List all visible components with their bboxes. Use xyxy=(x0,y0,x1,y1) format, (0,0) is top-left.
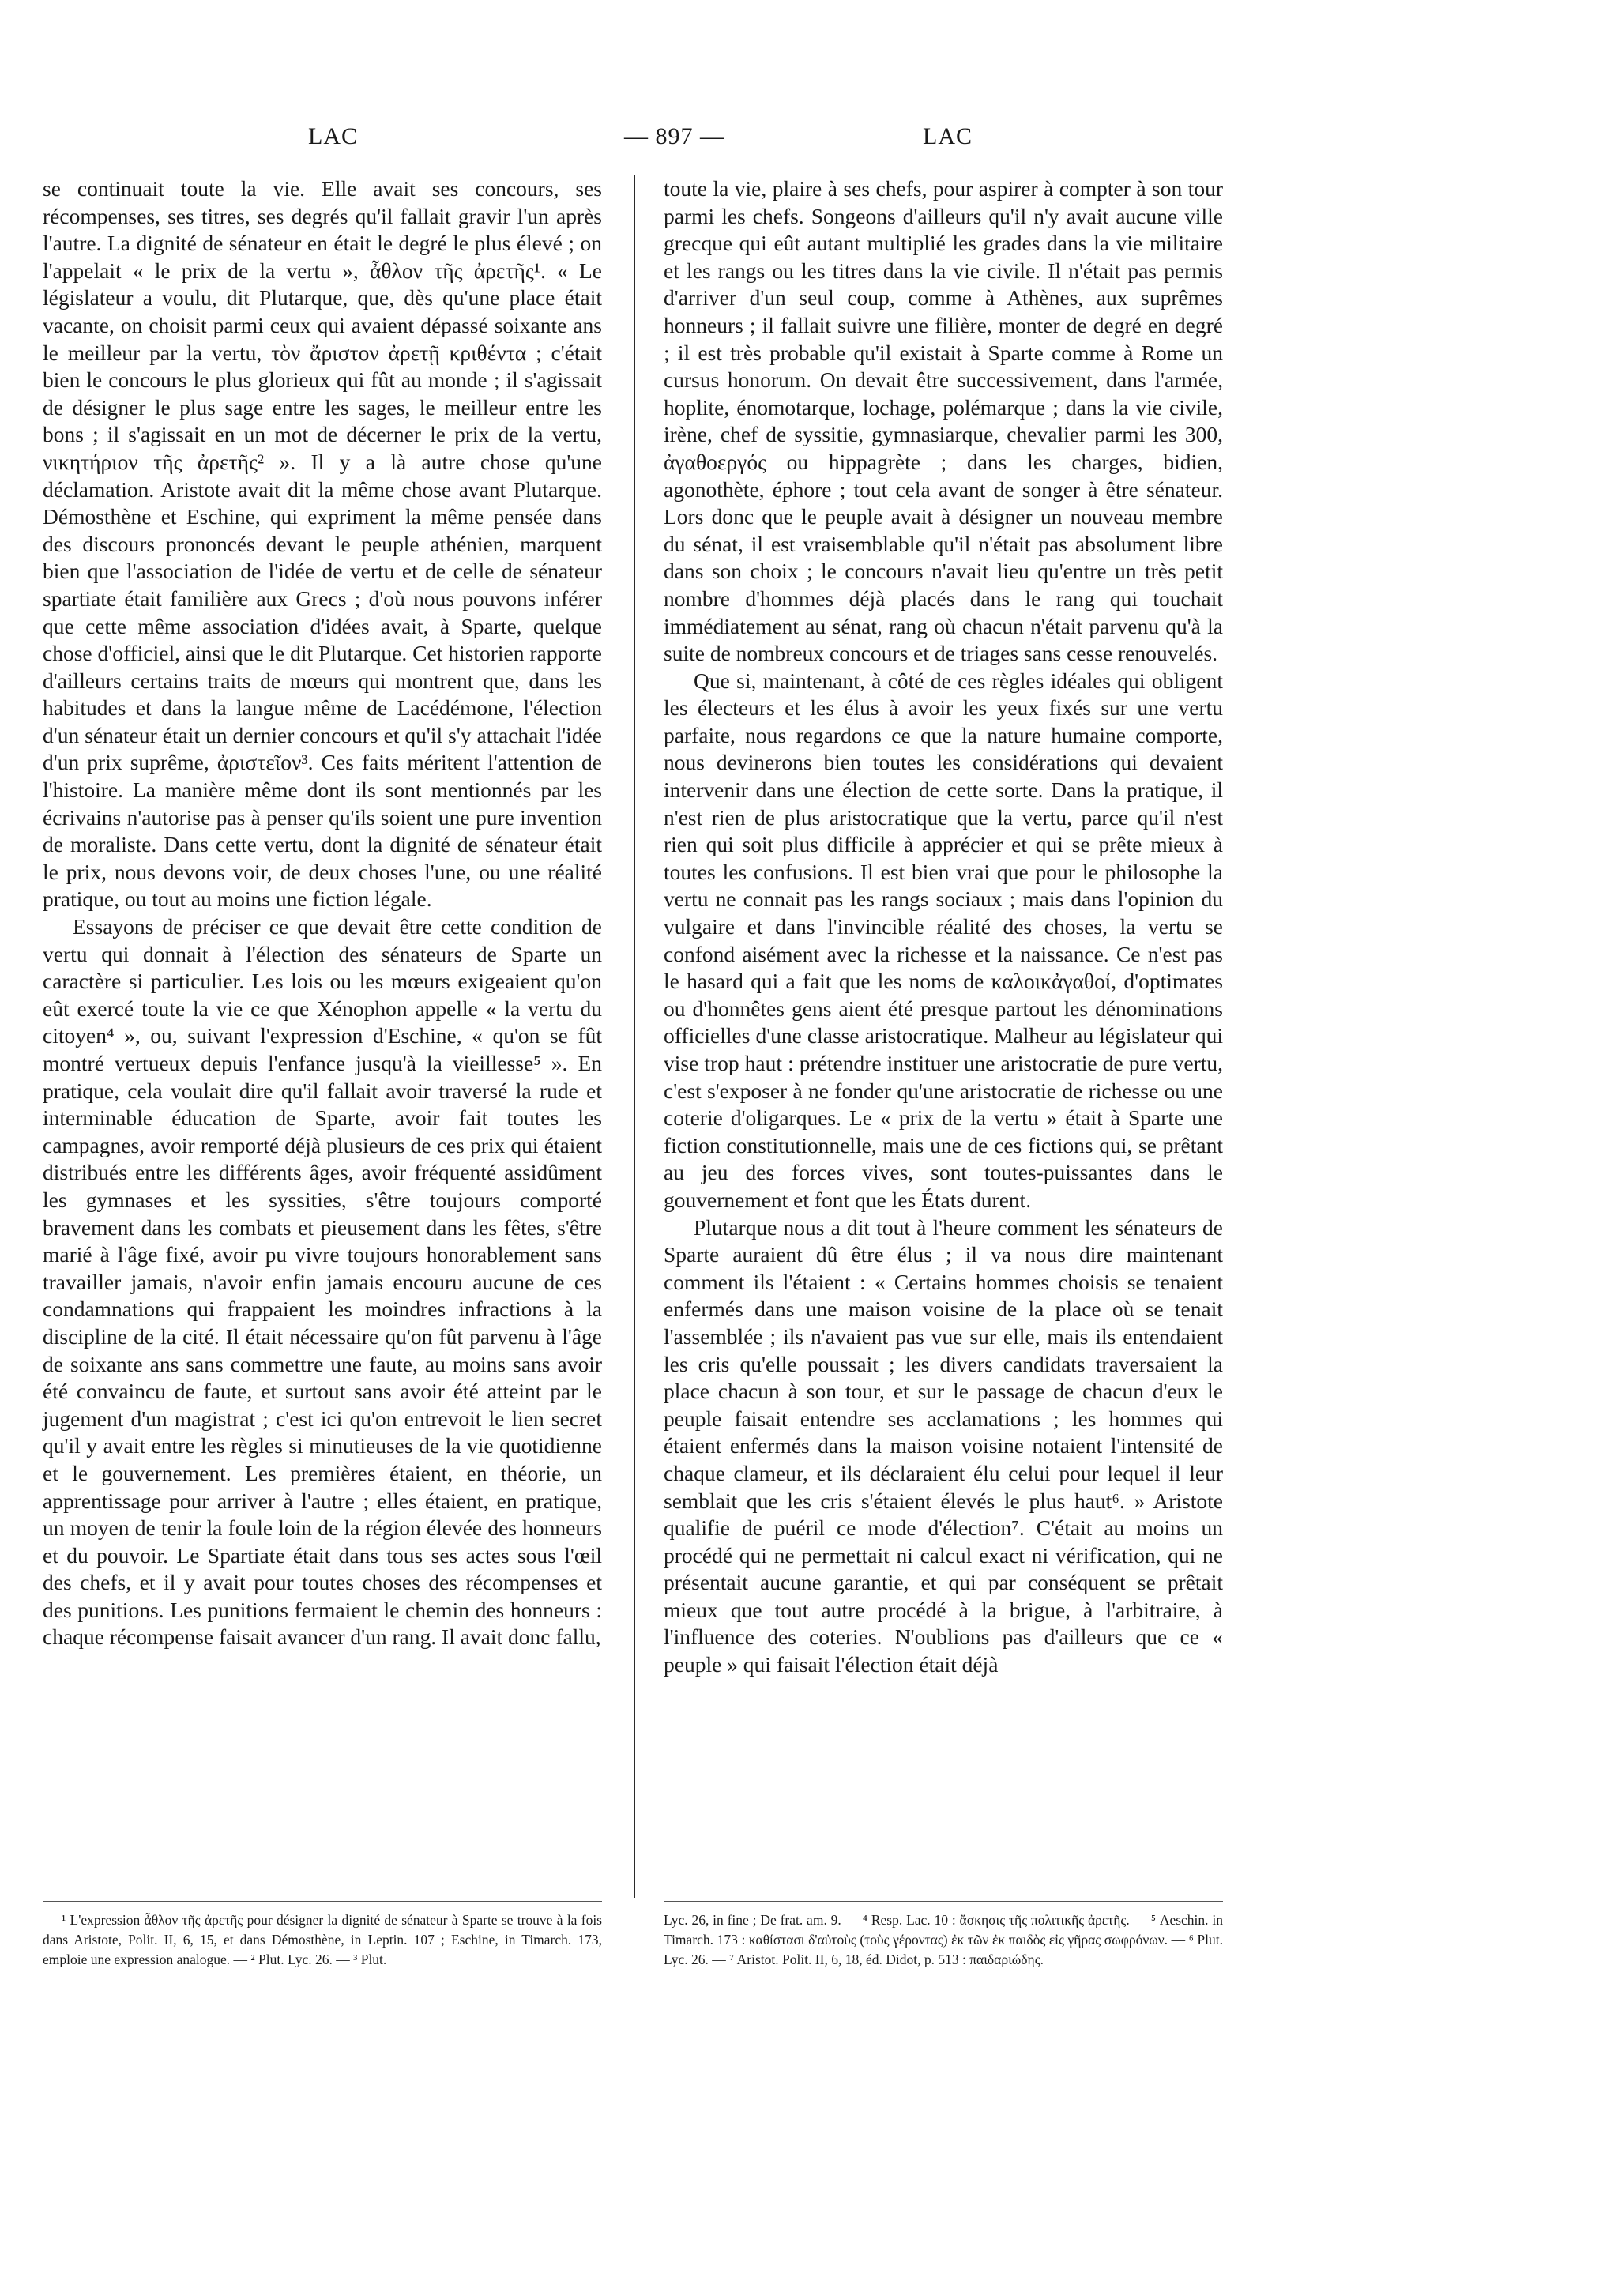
paragraph: Plutarque nous a dit tout à l'heure comment les sénateurs de Sparte auraient dû être élus ; il va nous dire maintenant comment ils l'étaient : « Certains hommes choisis se tenaient enfermés dans une maison voisine de la place où se tenait l'assemblée ; ils n'avaient pas vue sur elle, mais ils entendaient les cris qu'elle poussait ; les divers candidats traversaient la place chacun à son tour, et sur le passage de chacun d'eux le peuple faisait entendre ses acclamations ; les hommes qui étaient enfermés dans la maison voisine notaient l'intensité de chaque clameur, et ils déclaraient élu celui pour lequel il leur semblait que les cris s'étaient élevés le plus haut⁶. » Aristote qualifie de puéril ce mode d'élection⁷. C'était au moins un procédé qui ne permettait ni calcul exact ni vérification, qui ne présentait aucune garantie, et qui par conséquent se prêtait mieux que tout autre procédé à la brigue, à l'arbitraire, à l'influence des coteries. N'oublions pas d'ailleurs que ce « peuple » qui faisait l'élection était déjà xyxy=(664,1214,1223,1677)
page-number: — 897 — xyxy=(624,123,724,149)
footnote-rule xyxy=(664,1901,1223,1902)
paragraph: Que si, maintenant, à côté de ces règles idéales qui obligent les électeurs et les élus à avoir les yeux fixés sur une vertu parfaite, nous regardons ce que la nature humaine comporte, nous devinerons bien toutes les considérations qui devaient intervenir dans une élection de cette sorte. Dans la pratique, il n'est rien de plus aristocratique que la vertu, parce qu'il n'est rien qui soit plus difficile à apprécier et qui se prête mieux à toutes les confusions. Il est bien vrai que pour le philosophe la vertu ne connait pas les rangs sociaux ; mais dans l'opinion du vulgaire et dans l'invincible réalité des choses, la vertu se confond aisément avec la richesse et la naissance. Ce n'est pas le hasard qui a fait que les noms de καλοικἀγαθοί, d'optimates ou d'honnêtes gens aient été presque partout les dénominations officielles d'une classe aristocratique. Malheur au législateur qui vise trop haut : prétendre instituer une aristocratie de pure vertu, c'est s'exposer à ne fonder qu'une aristocratie de richesse ou une coterie d'oligarques. Le « prix de la vertu » était à Sparte une fiction constitutionnelle, mais une de ces fictions qui, se prêtant au jeu des forces vives, sont toutes-puissantes dans le gouvernement et font que les États durent. xyxy=(664,668,1223,1212)
left-column xyxy=(43,175,602,1651)
footnotes-right xyxy=(664,1910,1223,1970)
footnote-text: Lyc. 26, in fine ; De frat. am. 9. — ⁴ Resp. Lac. 10 : ἄσκησις τῆς πολιτικῆς ἀρετῆς. — ⁵ Aeschin. in Timarch. 173 : καθίστασι δ'αὐτοὺς (τοὺς γέροντας) ἐκ τῶν ἐκ παιδὸς εἰς γῆρας σωφρόνων. — ⁶ Plut. Lyc. 26. — ⁷ Aristot. Polit. II, 6, 18, éd. Didot, p. 513 : παιδαριώδης. xyxy=(664,1912,1223,1967)
column-divider xyxy=(634,175,635,1898)
right-column xyxy=(664,175,1223,1679)
footnote-text: ¹ L'expression ἆθλον τῆς ἀρετῆς pour désigner la dignité de sénateur à Sparte se trouve à la fois dans Aristote, Polit. II, 6, 15, et dans Démosthène, in Leptin. 107 ; Eschine, in Timarch. 173, emploie une expression analogue. — ² Plut. Lyc. 26. — ³ Plut. xyxy=(43,1912,602,1967)
footnotes-left xyxy=(43,1910,602,1970)
running-head-right: LAC xyxy=(923,123,973,149)
paragraph: Essayons de préciser ce que devait être cette condition de vertu qui donnait à l'élection des sénateurs de Sparte un caractère si particulier. Les lois ou les mœurs exigeaient qu'on eût exercé toute la vie ce que Xénophon appelle « la vertu du citoyen⁴ », ou, suivant l'expression d'Eschine, « qu'on se fût montré vertueux depuis l'enfance jusqu'à la vieillesse⁵ ». En pratique, cela voulait dire qu'il fallait avoir traversé la rude et interminable éducation de Sparte, avoir fait toutes les campagnes, avoir remporté déjà plusieurs de ces prix qui étaient distribués entre les différents âges, avoir fréquenté assidûment les gymnases et les syssities, s'être toujours comporté bravement dans les combats et pieusement dans les fêtes, s'être marié à l'âge fixé, avoir pu vivre toujours honorablement sans travailler jamais, n'avoir enfin jamais encouru aucune de ces condamnations qui frappaient les moindres infractions à la discipline de la cité. Il était nécessaire qu'on fût parvenu à l'âge de soixante ans sans commettre une faute, au moins sans avoir été convaincu de faute, et surtout sans avoir été atteint par le jugement d'un magistrat ; c'est ici qu'on entrevoit le lien secret qu'il y avait entre les règles si minutieuses de la vie quotidienne et le gouvernement. Les premières étaient, en théorie, un apprentissage pour arriver à l'autre ; elles étaient, en pratique, un moyen de tenir la foule loin de la région élevée des honneurs et du pouvoir. Le Spartiate était dans tous ses actes sous l'œil des chefs, et il y avait pour toutes choses des récompenses et des punitions. Les punitions fermaient le chemin des honneurs : chaque récompense faisait avancer d'un rang. Il avait donc fallu, xyxy=(43,914,602,1650)
footnote-rule xyxy=(43,1901,602,1902)
paragraph: se continuait toute la vie. Elle avait ses concours, ses récompenses, ses titres, ses degrés qu'il fallait gravir l'un après l'autre. La dignité de sénateur en était le degré le plus élevé ; on l'appelait « le prix de la vertu », ἆθλον τῆς ἀρετῆς¹. « Le législateur a voulu, dit Plutarque, que, dès qu'une place était vacante, on choisit parmi ceux qui avaient dépassé soixante ans le meilleur par la vertu, τὸν ἄριστον ἀρετῇ κριθέντα ; c'était bien le concours le plus glorieux qui fût au monde ; il s'agissait de désigner le plus sage entre les sages, le meilleur entre les bons ; il s'agissait en un mot de décerner le prix de la vertu, νικητήριον τῆς ἀρετῆς² ». Il y a là autre chose qu'une déclamation. Aristote avait dit la même chose avant Plutarque. Démosthène et Eschine, qui expriment la même pensée dans des discours prononcés devant le peuple athénien, marquent bien que l'association de l'idée de vertu et de celle de sénateur spartiate était familière aux Grecs ; d'où nous pouvons inférer que cette même association d'idées avait, à Sparte, quelque chose d'officiel, ainsi que le dit Plutarque. Cet historien rapporte d'ailleurs certains traits de mœurs qui montrent que, dans les habitudes et dans la langue même de Lacédémone, l'élection d'un sénateur était un dernier concours et qu'il s'y attachait l'idée d'un prix suprême, ἀριστεῖον³. Ces faits méritent l'attention de l'histoire. La manière même dont ils sont mentionnés par les écrivains n'autorise pas à penser qu'ils soient une pure invention de moraliste. Dans cette vertu, dont la dignité de sénateur était le prix, nous devons voir, de deux choses l'une, ou une réalité pratique, ou tout au moins une fiction légale. xyxy=(43,176,602,912)
running-head-left: LAC xyxy=(308,123,358,149)
paragraph: toute la vie, plaire à ses chefs, pour aspirer à compter à son tour parmi les chefs. Songeons d'ailleurs qu'il n'y avait aucune ville grecque qui eût autant multiplié les grades dans la vie militaire et les rangs ou les titres dans la vie civile. Il n'était pas permis d'arriver d'un seul coup, comme à Athènes, aux suprêmes honneurs ; il fallait suivre une filière, monter de degré en degré ; il est très probable qu'il existait à Sparte comme à Rome un cursus honorum. On devait être successivement, dans l'armée, hoplite, énomotarque, lochage, polémarque ; dans la vie civile, irène, chef de syssitie, gymnasiarque, chevalier parmi les 300, ἀγαθοεργός ou hippagrète ; dans les charges, bidien, agonothète, éphore ; tout cela avant de songer à être sénateur. Lors donc que le peuple avait à désigner un nouveau membre du sénat, il est vraisemblable qu'il n'était pas absolument libre dans son choix ; le concours n'avait lieu qu'entre un très petit nombre d'hommes déjà placés dans le rang qui touchait immédiatement au sénat, rang où chacun n'était parvenu qu'à la suite de nombreux concours et de triages sans cesse renouvelés. xyxy=(664,176,1223,666)
